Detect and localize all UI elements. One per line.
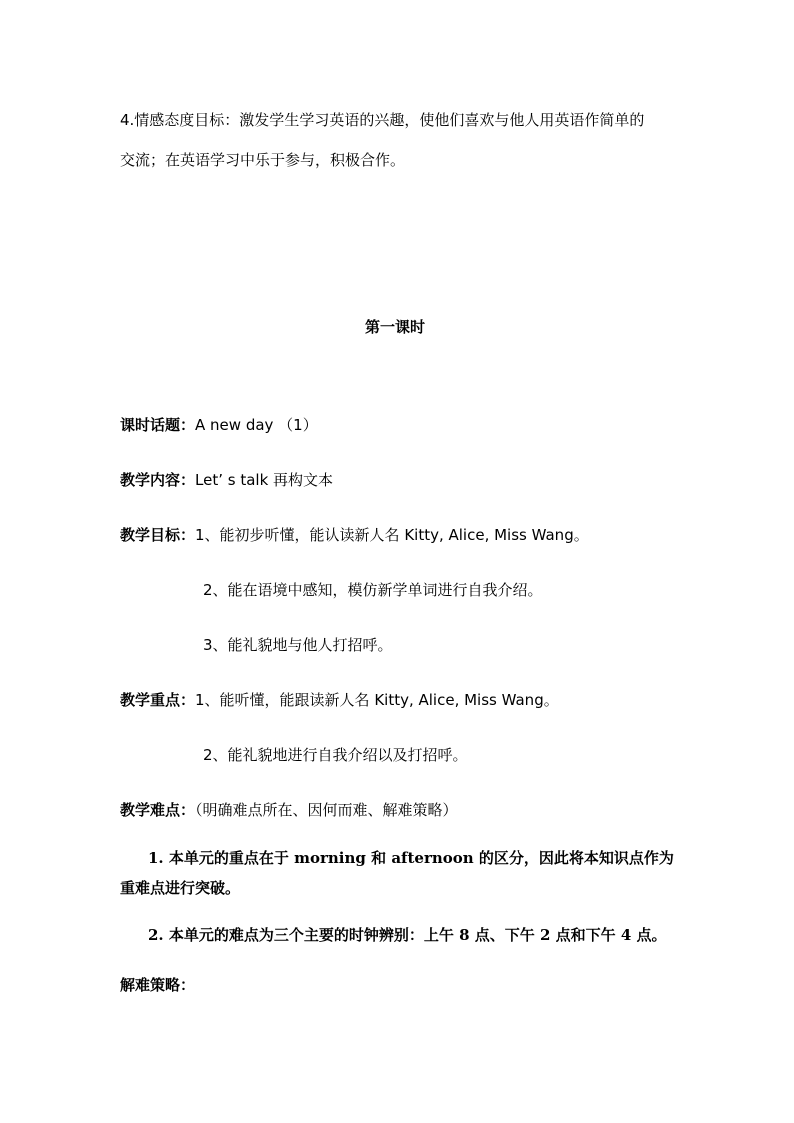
key-point-item: 2、能礼貌地进行自我介绍以及打招呼。 bbox=[203, 746, 468, 764]
key-points-label: 教学重点： bbox=[120, 691, 196, 709]
strategy-label: 解难策略： bbox=[120, 976, 196, 994]
content-value: Let’ s talk 再构文本 bbox=[195, 471, 334, 489]
difficulties-label: 教学难点： bbox=[120, 801, 196, 819]
topic-row bbox=[120, 415, 318, 435]
lesson-title: 第一课时 bbox=[365, 318, 426, 336]
goal4-line2: 交流；在英语学习中乐于参与，积极合作。 bbox=[120, 151, 406, 169]
goal4-line1: 4.情感态度目标：激发学生学习英语的兴趣，使他们喜欢与他人用英语作简单的 bbox=[120, 111, 645, 129]
difficulties-row bbox=[120, 800, 458, 820]
key-points-row bbox=[120, 690, 559, 710]
objective-item: 2、能在语境中感知，模仿新学单词进行自我介绍。 bbox=[203, 581, 543, 599]
content-label: 教学内容： bbox=[120, 471, 196, 489]
key-point-item: 1、能听懂，能跟读新人名 Kitty, Alice, Miss Wang。 bbox=[195, 691, 559, 709]
content-row bbox=[120, 470, 333, 490]
difficulties-note: （明确难点所在、因何而难、解难策略） bbox=[195, 801, 458, 819]
objectives-label: 教学目标： bbox=[120, 526, 196, 544]
topic-label: 课时话题： bbox=[120, 416, 196, 434]
objective-item: 1、能初步听懂，能认读新人名 Kitty, Alice, Miss Wang。 bbox=[195, 526, 589, 544]
difficulty-item-1-line2: 重难点进行突破。 bbox=[120, 879, 241, 897]
objectives-row bbox=[120, 525, 589, 545]
objective-item: 3、能礼貌地与他人打招呼。 bbox=[203, 636, 393, 654]
difficulty-item-1-line1: 1. 本单元的重点在于 morning 和 afternoon 的区分，因此将本知识点作为 bbox=[148, 849, 674, 867]
difficulty-item-2: 2. 本单元的难点为三个主要的时钟辨别：上午 8 点、下午 2 点和下午 4 点。 bbox=[148, 926, 667, 944]
topic-value: A new day （1） bbox=[195, 416, 318, 434]
